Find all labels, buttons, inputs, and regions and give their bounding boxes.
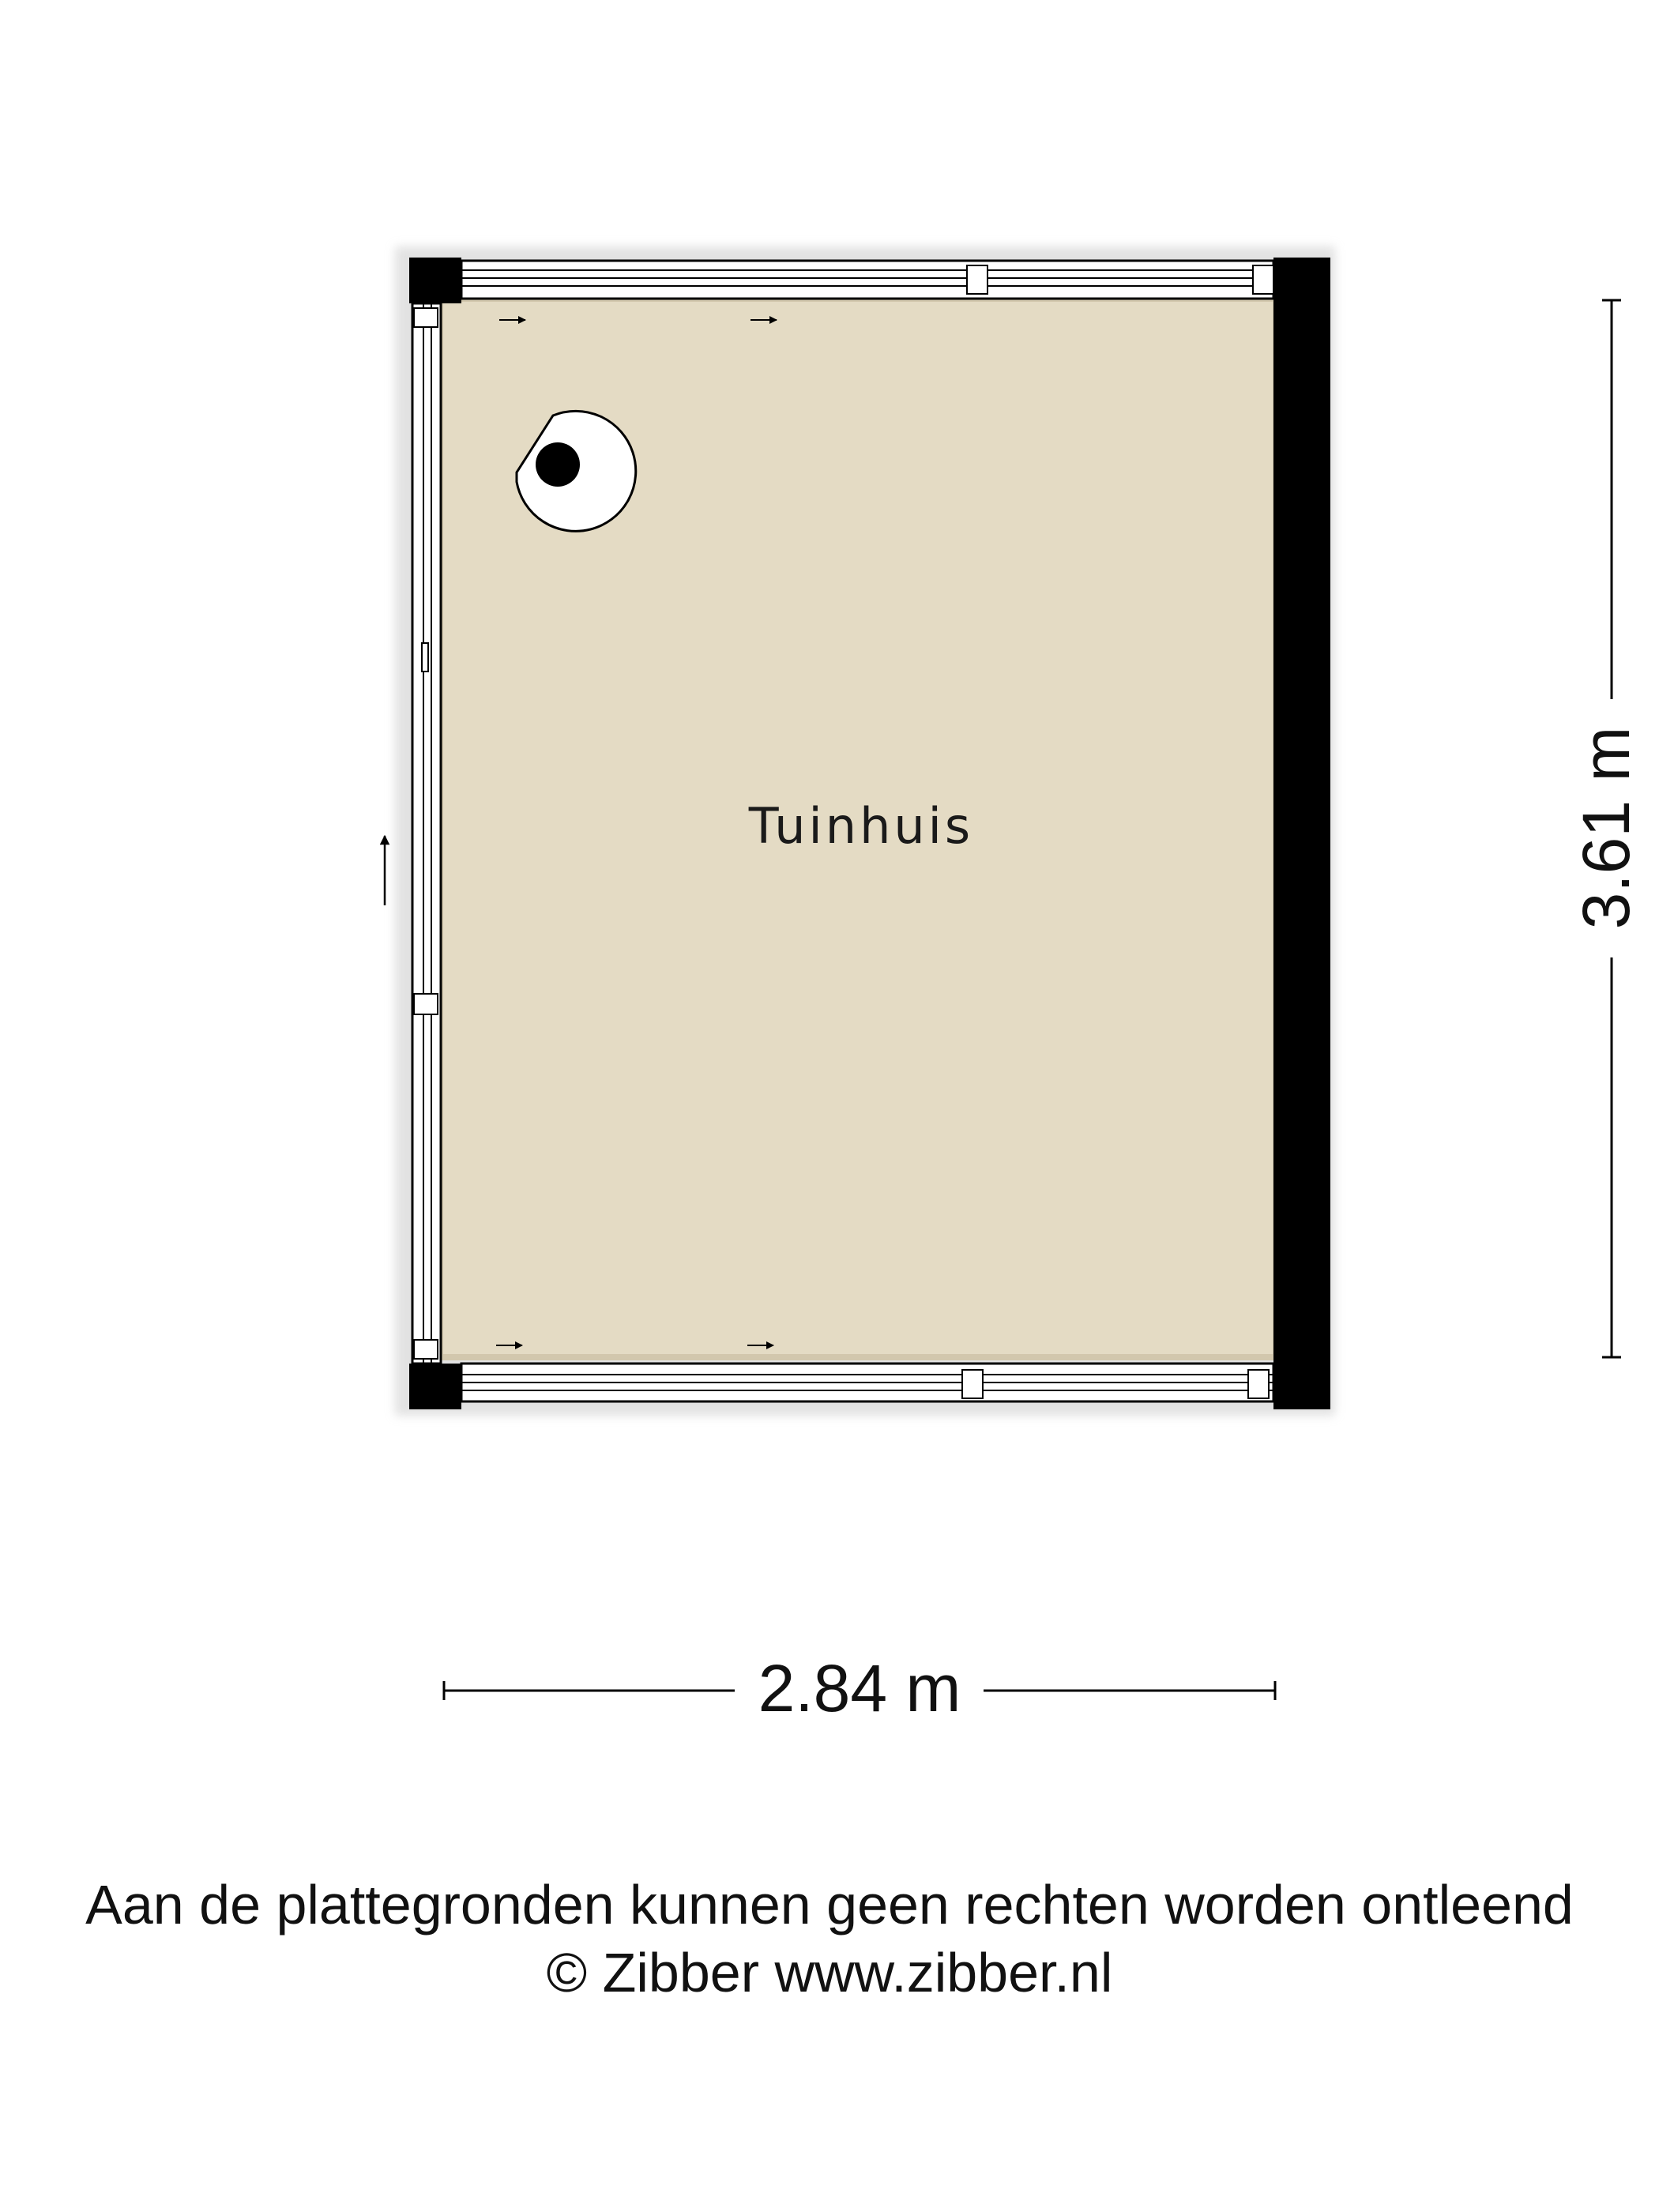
width-dimension (444, 1651, 1275, 1725)
room-label: Tuinhuis (748, 797, 974, 856)
corner-post-bottom-left (409, 1364, 461, 1409)
right-wall (1273, 258, 1330, 1409)
height-dimension (1569, 300, 1643, 1357)
top-window (461, 261, 1273, 299)
bottom-window (461, 1364, 1273, 1401)
corner-post-top-left (409, 258, 461, 303)
height-label: 3.61 m (1569, 726, 1644, 930)
disclaimer-text: Aan de plattegronden kunnen geen rechten worden ontleend (85, 1874, 1574, 1936)
copyright-text: © Zibber www.zibber.nl (546, 1942, 1113, 2003)
left-sliding-door (412, 303, 441, 1364)
width-label: 2.84 m (758, 1651, 961, 1726)
